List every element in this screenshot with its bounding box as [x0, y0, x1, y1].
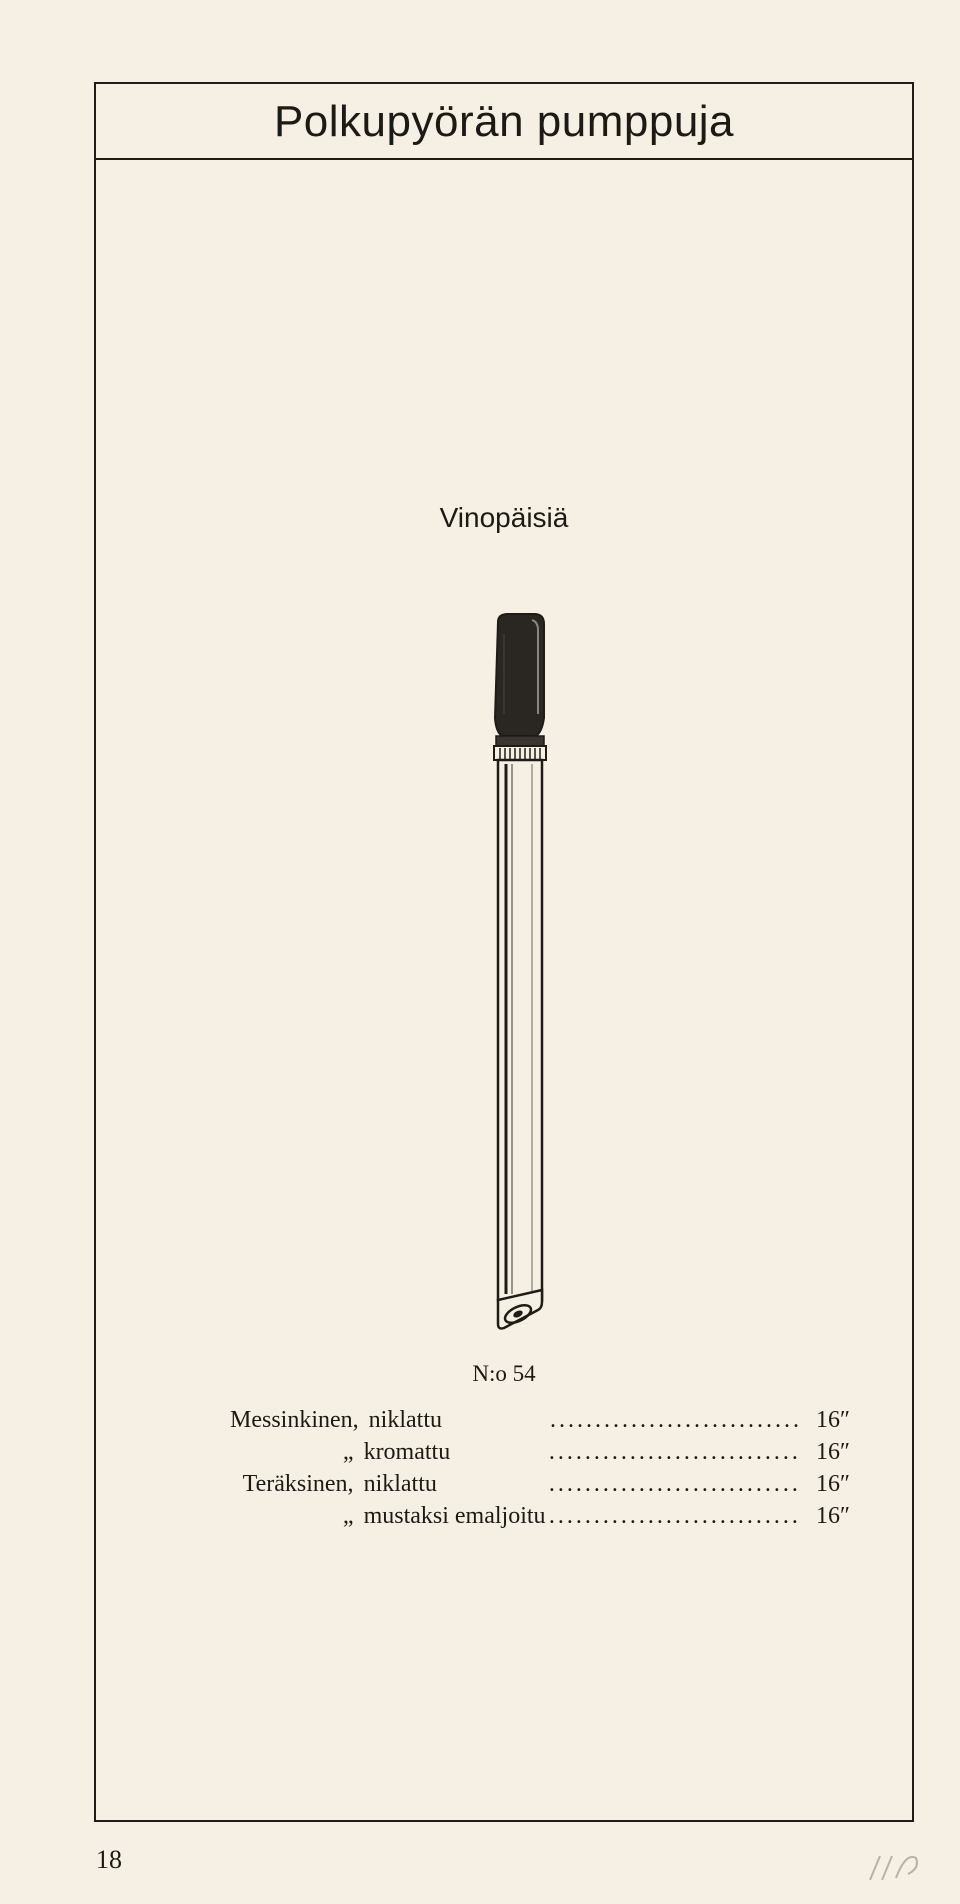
- section-subtitle: Vinopäisiä: [439, 502, 569, 533]
- product-material: „: [342, 1439, 354, 1465]
- bicycle-pump-icon: [468, 614, 568, 1334]
- page-title: Polkupyörän pumppuja: [273, 97, 735, 146]
- model-number: N:o 54: [472, 1361, 536, 1386]
- product-size: 16″: [816, 1471, 851, 1497]
- title-divider: [96, 158, 912, 160]
- product-finish: mustaksi emaljoitu: [363, 1503, 546, 1529]
- product-size: 16″: [816, 1503, 851, 1529]
- leader-dots: ............................: [548, 1503, 801, 1529]
- list-item: [230, 1468, 850, 1500]
- list-item: [230, 1404, 850, 1436]
- product-material: Teräksinen,: [242, 1471, 354, 1497]
- page-number: 18: [96, 1845, 122, 1874]
- list-item: [230, 1436, 850, 1468]
- page-frame: [94, 82, 914, 1822]
- leader-dots: ............................: [549, 1407, 802, 1433]
- product-size: 16″: [816, 1439, 851, 1465]
- leader-dots: ............................: [548, 1439, 801, 1465]
- product-list: [230, 1404, 850, 1532]
- product-material: „: [342, 1503, 354, 1529]
- leader-dots: ............................: [548, 1471, 801, 1497]
- list-item: [230, 1500, 850, 1532]
- product-size: 16″: [816, 1407, 850, 1433]
- product-finish: niklattu: [363, 1471, 437, 1497]
- product-finish: niklattu: [368, 1407, 442, 1433]
- product-finish: kromattu: [363, 1439, 451, 1465]
- pencil-annotation-mark: [866, 1848, 926, 1888]
- product-material: Messinkinen,: [230, 1407, 359, 1433]
